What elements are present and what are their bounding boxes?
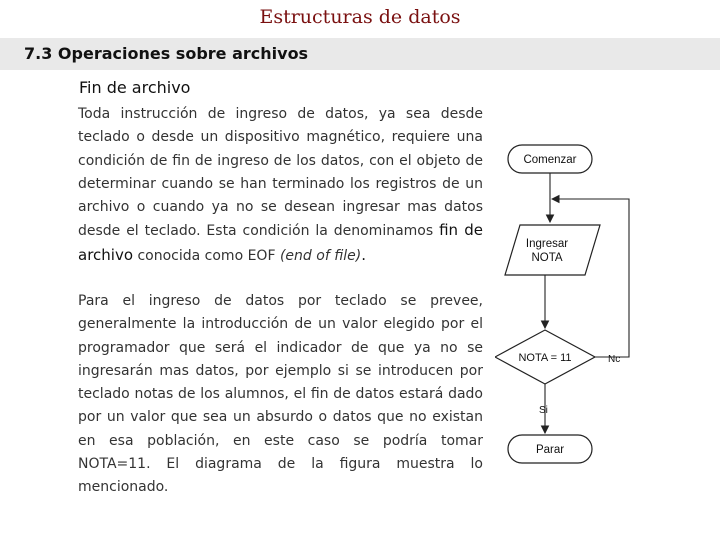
- section-title: 7.3 Operaciones sobre archivos: [24, 44, 309, 63]
- decision-label: NOTA = 11: [518, 352, 572, 364]
- paragraph-1-text-b: conocida como EOF: [133, 247, 280, 264]
- eof-expansion: (end of file): [279, 247, 362, 264]
- start-label: Comenzar: [523, 154, 577, 166]
- header-title: Estructuras de datos: [259, 6, 461, 28]
- subtitle: Fin de archivo: [79, 78, 191, 97]
- paragraph-1-text-c: .: [361, 245, 366, 264]
- section-bar: [0, 38, 720, 70]
- paragraph-2: Para el ingreso de datos por teclado se prevee, generalmente la introducción de un valor elegido por el programador que será el indicador de que ya no se ingresarán mas datos, por ejemplo si se introducen por teclado notas de los alumnos, el fin de datos estará dado por un valor que sea un absurdo o datos que no existan en esa población, en este caso se podría tomar NOTA=11. El diagrama de la figura muestra lo mencionado.: [78, 293, 483, 496]
- yes-label: Si: [539, 405, 548, 416]
- paragraph-1: [78, 103, 483, 268]
- term-fin-de-archivo: fin de archivo: [78, 221, 483, 264]
- input-parallelogram: [505, 225, 600, 275]
- input-label-line2: NOTA: [531, 252, 563, 264]
- no-label: Nc: [608, 354, 621, 365]
- stop-label: Parar: [535, 444, 565, 456]
- flowchart-diagram: [495, 135, 645, 475]
- paragraph-1-text-a: Toda instrucción de ingreso de datos, ya sea desde teclado o desde un dispositivo magnético, requiere una condición de fin de ingreso de los datos, con el objeto de determinar cuando se han terminado los registros de un archivo o cuando ya no se desean ingresar mas datos desde el teclado. Esta condición la denominamos: [78, 106, 483, 240]
- no-branch-loop: [552, 199, 629, 357]
- input-label-line1: Ingresar: [525, 238, 569, 250]
